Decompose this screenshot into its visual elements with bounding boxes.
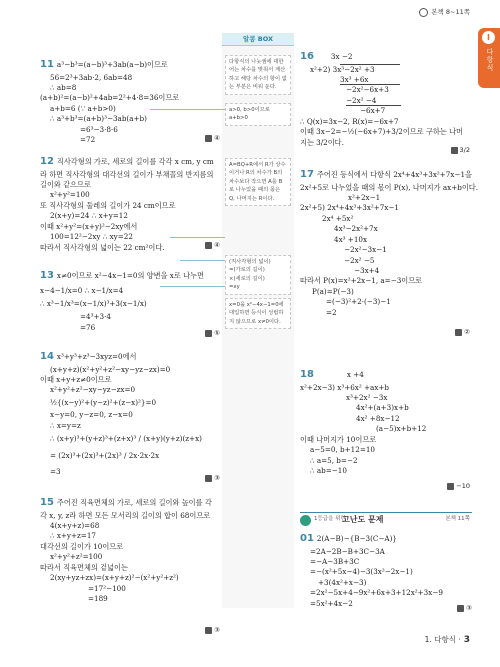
- answer-icon: [455, 329, 462, 336]
- answer-text: ③: [466, 604, 472, 612]
- memo-note-remainder: A=BQ+R에서 R가 상수이거나 R의 차수가 B의 차수보다 작으면 A를 B로 나누었을 때의 몫은 Q, 나머지는 R이다.: [225, 158, 291, 206]
- solution-line: (x+y+z)(x²+y²+z²−xy−yz−zx)=0: [50, 364, 171, 374]
- memo-note-positive: [225, 103, 291, 126]
- answer-mark: [205, 241, 220, 250]
- solution-line: 대각선의 길이가 10이므로: [40, 541, 124, 551]
- solution-line: ∴ x+y+z=17: [50, 531, 96, 541]
- solution-line: x³+y³+z³−3xyz=0에서: [56, 352, 137, 361]
- solution-line: 또 직사각형의 둘레의 길이가 24 cm이므로: [40, 200, 176, 210]
- side-tab-label: 다항식: [486, 48, 494, 72]
- solution-line: =17²−100: [88, 583, 126, 593]
- memo-column: [222, 33, 294, 608]
- problem-14: [40, 350, 220, 482]
- solution-line: 이때 x²+y²=(x+y)²−2xy에서: [40, 221, 138, 231]
- problem-number: 16: [300, 51, 314, 62]
- answer-icon: [205, 475, 212, 482]
- memo-note-area: [225, 255, 291, 295]
- solution-line: 길이와 같으므로: [40, 179, 91, 189]
- chapter-ref-text: 본책 8~11쪽: [431, 8, 470, 16]
- answer-mark: [455, 328, 470, 337]
- solution-line: 2(xy+yz+zx)=(x+y+z)²−(x²+y²+z²): [50, 573, 179, 583]
- solution-line: 이때 3x−2=−½(−6x+7)+3/2이므로 구하는 나머: [300, 127, 463, 137]
- problem-11: [40, 58, 220, 146]
- problem-15: [40, 496, 220, 634]
- solution-line: ∴ x=y=z: [50, 420, 81, 430]
- problem-18: [300, 368, 470, 490]
- division-dividend: x²+2x−3) x³+6x² +ax+b: [300, 382, 390, 392]
- book-icon: [419, 8, 428, 17]
- answer-mark: [447, 482, 470, 491]
- division-quotient: 3x −2: [330, 52, 353, 61]
- solution-line: =189: [88, 594, 108, 603]
- division-quotient: x +4: [346, 370, 364, 379]
- division-row: −2x²−3x−1: [344, 245, 387, 255]
- division-row: −2x² −5: [344, 255, 375, 265]
- solution-line: a+b=6 (∵ a+b>0): [50, 103, 116, 113]
- page-header: [0, 0, 500, 30]
- division-row: −2x² −4: [346, 95, 377, 105]
- solution-line: ∴ a=5, b=−2: [310, 455, 358, 465]
- division-dividend: x²+2) 3x³−2x² +3: [310, 64, 375, 74]
- answer-text: ③: [214, 626, 220, 634]
- side-tab-number: I: [482, 31, 495, 44]
- medal-icon: [300, 515, 311, 526]
- memo-note-division: 다항식의 나눗셈에 대한 어는 차수를 맞춰서 계산하고 해당 차수의 항이 없는 부분은 비워 둔다.: [225, 55, 291, 95]
- solution-line: 주어진 등식에서 다항식 2x⁴+4x³+3x²+7x−1을: [316, 170, 472, 179]
- solution-line: 2(A−B)−{B−3(C−A)}: [316, 534, 397, 543]
- solution-line: 따라서 직사각형의 넓이는 22 cm²이다.: [40, 242, 165, 252]
- answer-mark: [205, 626, 220, 635]
- solution-line: =3: [50, 467, 61, 476]
- division-row: 2x⁴ +5x²: [322, 213, 354, 223]
- solution-line: ∴ ab=−10: [310, 466, 347, 475]
- division-row: 4x³ +10x: [334, 234, 368, 244]
- solution-line: ∴ Q(x)=3x−2, R(x)=−6x+7: [300, 116, 399, 126]
- section-title: 고난도 문제: [342, 515, 384, 524]
- answer-mark: [457, 604, 472, 613]
- division-row: 4x² +8x−12: [356, 413, 400, 423]
- section-ref: 본책 11쪽: [445, 516, 470, 522]
- answer-mark: [205, 474, 220, 483]
- connector-line: [180, 260, 225, 261]
- solution-line: x≠0이므로 x²−4x−1=0의 양변을 x로 나누면: [56, 271, 204, 280]
- solution-line: =−A−3B+3C: [310, 556, 360, 566]
- answer-text: ⑤: [214, 329, 220, 337]
- division-bar: [340, 64, 400, 65]
- solution-line: 지는 3/2이다.: [300, 137, 344, 147]
- answer-text: ③: [214, 474, 220, 482]
- answer-icon: [205, 330, 212, 337]
- solution-line: 주어진 직육면체의 가로, 세로의 길이와 높이를 각: [56, 498, 212, 507]
- answer-text: −10: [456, 482, 470, 490]
- answer-text: ④: [214, 241, 220, 249]
- division-row: x³+2x² −3x: [346, 392, 388, 402]
- division-row: 4x³−2x²+7x: [334, 224, 378, 234]
- division-row: (a−5)x+b+12: [376, 424, 427, 434]
- solution-line: 각 x, y, z라 하면 모든 모서리의 길이의 합이 68이므로: [40, 510, 211, 520]
- answer-text: 3/2: [459, 146, 470, 154]
- solution-line: = (2x)³+(2x)³+(2x)³ / 2x·2x·2x: [50, 450, 160, 460]
- answer-icon: [205, 135, 212, 142]
- division-quotient: x²+2x−1: [348, 192, 381, 202]
- solution-line: P(a)=P(−3): [312, 286, 354, 296]
- solution-line: 이때 나머지가 10이므로: [300, 434, 377, 444]
- solution-line: =4³+3·4: [80, 312, 111, 322]
- problem-01: [300, 532, 472, 612]
- solution-line: =6³−3·8·6: [80, 124, 118, 134]
- division-rule: [346, 105, 401, 106]
- problem-17: [300, 168, 478, 336]
- solution-line: ∴ ab=8: [50, 82, 77, 92]
- solution-line: a³−b³=(a−b)³+3ab(a−b)이므로: [56, 60, 168, 69]
- memo-area-line1: (직사각형의 넓이): [229, 259, 271, 265]
- section-header: [300, 512, 472, 526]
- problem-number: 12: [40, 156, 54, 167]
- chapter-side-tab[interactable]: [478, 28, 500, 88]
- page-footer: 1. 다항식 · 3: [424, 635, 470, 645]
- memo-note-nonzero: x=0을 x²−4x−1=0에 대입하면 등식이 성립하지 않으므로 x≠0이다.: [225, 298, 291, 329]
- solution-line: 4(x+y+z)=68: [50, 520, 100, 530]
- memo-area-line2: =(가로의 길이): [229, 267, 265, 274]
- division-row: 3x³ +6x: [340, 74, 369, 84]
- solution-line: =76: [80, 322, 96, 332]
- solution-line: 2x²+5로 나누었을 때의 몫이 P(x), 나머지가 ax+b이다.: [300, 182, 478, 192]
- problem-number: 13: [40, 270, 54, 281]
- answer-icon: [205, 627, 212, 634]
- memo-note-positive-line2: a+b>0: [229, 115, 248, 122]
- solution-line: =2A−2B−B+3C−3A: [310, 546, 385, 556]
- problem-12: [40, 155, 220, 253]
- solution-line: =5x²+4x−2: [310, 598, 353, 608]
- problem-number: 17: [300, 169, 314, 180]
- answer-icon: [205, 242, 212, 249]
- solution-line: 100=12²−2xy ∴ xy=22: [50, 232, 133, 242]
- chapter-ref: [419, 8, 470, 17]
- solution-line: ∴ x³−1/x³=(x−1/x)³+3(x−1/x): [40, 298, 147, 308]
- problem-number: 15: [40, 497, 54, 508]
- solution-line: 2(x+y)=24 ∴ x+y=12: [50, 211, 128, 221]
- solution-line: =2x²−5x+4−9x²+6x+3+12x²+3x−9: [310, 588, 443, 598]
- problem-number: 18: [300, 369, 314, 380]
- answer-mark: [451, 146, 470, 155]
- solution-line: x−4−1/x=0 ∴ x−1/x=4: [40, 285, 124, 295]
- footer-label: 1. 다항식: [424, 635, 456, 644]
- memo-note-positive-line1: a>0, b>0이므로: [229, 107, 270, 113]
- division-dividend: 2x²+5) 2x⁴+4x³+3x²+7x−1: [300, 203, 400, 213]
- answer-mark: [205, 329, 220, 338]
- solution-line: ½{(x−y)²+(y−z)²+(z−x)²}=0: [50, 397, 157, 407]
- solution-line: 라 하면 직사각형의 대각선의 길이가 부채꼴의 반지름의: [40, 169, 214, 179]
- division-row: −6x+7: [360, 106, 386, 116]
- solution-line: =(−3)²+2·(−3)−1: [326, 297, 391, 307]
- solution-line: =72: [80, 135, 96, 145]
- answer-icon: [451, 147, 458, 154]
- memo-area-line4: =xy: [229, 284, 240, 291]
- solution-line: 56=2³+3ab·2, 6ab=48: [50, 72, 133, 82]
- answer-text: ②: [464, 328, 470, 336]
- problem-13: [40, 269, 220, 337]
- solution-line: ∴ a³+b³=(a+b)³−3ab(a+b): [50, 114, 147, 124]
- problem-number: 14: [40, 351, 54, 362]
- solution-line: x²+y²+z²=100: [50, 552, 103, 562]
- answer-text: ④: [214, 134, 220, 142]
- answer-mark: [205, 134, 220, 143]
- memo-area-line3: ×(세로의 길이): [229, 275, 265, 282]
- solution-line: ∴ (x+y)³+(y+z)³+(z+x)³ / (x+y)(y+z)(z+x): [50, 434, 202, 444]
- solution-line: (a+b)²=(a−b)²+4ab=2²+4·8=36이므로: [40, 93, 180, 103]
- solution-line: x−y=0, y−z=0, z−x=0: [50, 410, 133, 420]
- solution-line: +3(4x²+x−3): [318, 577, 367, 587]
- solution-line: 이때 x+y+z≠0이므로: [40, 374, 112, 384]
- section-subtitle: 1등급을 위한: [314, 516, 346, 522]
- page-number: 3: [463, 635, 470, 645]
- solution-line: =−(x²+5x−4)−3(3x²−2x−1): [310, 567, 413, 577]
- division-row: 4x²+(a+3)x+b: [356, 403, 409, 413]
- problem-number: 11: [40, 59, 54, 70]
- solution-line: 따라서 직육면체의 겉넓이는: [40, 562, 128, 572]
- memo-title: 알콩 BOX: [222, 33, 294, 46]
- solution-line: x²+y²+z²−xy−yz−zx=0: [50, 385, 136, 395]
- answer-icon: [447, 483, 454, 490]
- problem-16: [300, 50, 470, 154]
- division-row: −3x+4: [354, 266, 380, 275]
- division-rule: [340, 84, 400, 85]
- solution-line: a−5=0, b+12=10: [310, 445, 375, 455]
- solution-line: x²+y²=100: [50, 190, 90, 200]
- division-row: −2x²−6x+3: [346, 85, 389, 95]
- solution-line: =2: [326, 307, 337, 317]
- solution-line: 따라서 P(x)=x²+2x−1, a=−3이므로: [300, 276, 423, 286]
- solution-line: 직사각형의 가로, 세로의 길이를 각각 x cm, y cm: [56, 157, 214, 166]
- answer-icon: [457, 605, 464, 612]
- problem-number: 01: [300, 533, 314, 544]
